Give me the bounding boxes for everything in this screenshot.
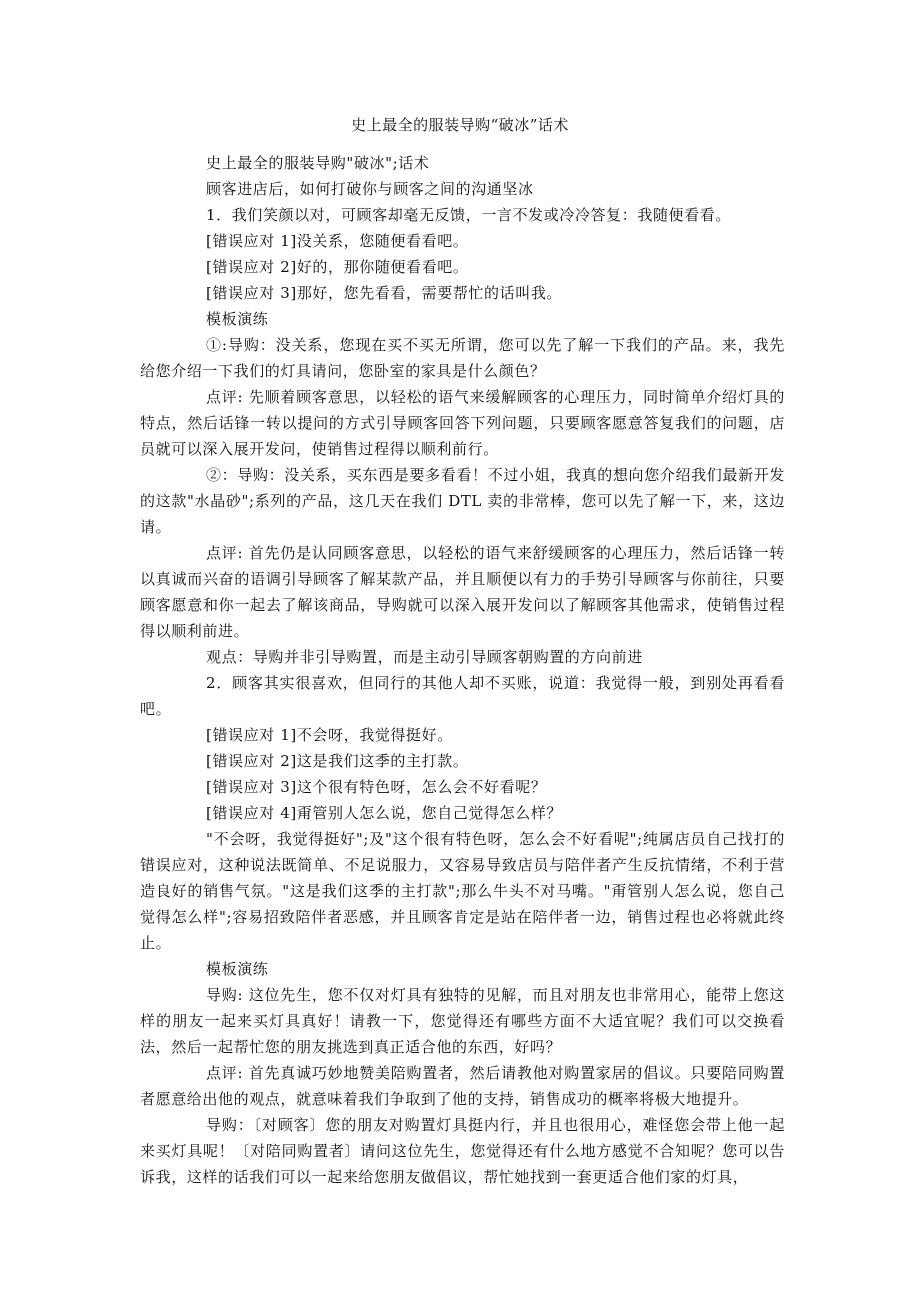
paragraph: [错误应对 2]好的，那你随便看看吧。: [206, 258, 469, 276]
paragraph: ②：导购：没关系，买东西是要多看看！不过小姐，我真的想向您介绍我们最新开发的这款"水晶砂";系列的产品，这几天在我们 DTL 卖的非常棒，您可以先了解一下，来，这边请。: [140, 466, 785, 536]
paragraph: 顾客进店后，如何打破你与顾客之间的沟通坚冰: [206, 180, 534, 198]
paragraph: 史上最全的服装导购"破冰";话术: [206, 154, 430, 172]
paragraph: [错误应对 1]不会呀，我觉得挺好。: [206, 726, 453, 744]
paragraph: ①:导购：没关系，您现在买不买无所谓，您可以先了解一下我们的产品。来，我先给您介绍一下我们的灯具请问，您卧室的家具是什么颜色？: [140, 336, 785, 380]
paragraph: 导购: 这位先生，您不仅对灯具有独特的见解，而且对朋友也非常用心，能带上您这样的朋友一起来买灯具真好！请教一下，您觉得还有哪些方面不大适宜呢？我们可以交换看法，然后一起帮忙您的朋友挑选到真正适合他的东西，好吗？: [140, 986, 785, 1056]
paragraph: 观点：导购并非引导购置，而是主动引导顾客朝购置的方向前进: [206, 648, 643, 666]
paragraph: 2．顾客其实很喜欢，但同行的其他人却不买账，说道：我觉得一般，到别处再看看吧。: [140, 674, 785, 718]
paragraph: [错误应对 2]这是我们这季的主打款。: [206, 752, 469, 770]
document-title: 史上最全的服装导购“破冰”话术: [351, 116, 569, 134]
paragraph: [错误应对 3]那好，您先看看，需要帮忙的话叫我。: [206, 284, 563, 302]
document-body: [140, 150, 785, 1190]
paragraph: "不会呀，我觉得挺好";及"这个很有特色呀，怎么会不好看呢";纯属店员自己找打的错误应对，这种说法既简单、不足说服力，又容易导致店员与陪伴者产生反抗情绪，不利于营造良好的销售气氛。"这是我们这季的主打款";那么牛头不对马嘴。"甭管别人怎么说，您自己觉得怎么样";容易招致陪伴者恶感，并且顾客肯定是站在陪伴者一边，销售过程也必将就此终止。: [140, 830, 785, 952]
paragraph: 模板演练: [206, 310, 269, 328]
paragraph: [错误应对 3]这个很有特色呀，怎么会不好看呢？: [206, 778, 547, 796]
paragraph: 模板演练: [206, 960, 269, 978]
paragraph: 导购：〔对顾客〕您的朋友对购置灯具挺内行，并且也很用心，难怪您会带上他一起来买灯具呢！〔对陪同购置者〕请问这位先生，您觉得还有什么地方感觉不合知呢？您可以告诉我，这样的话我们可以一起来给您朋友做倡议，帮忙她找到一套更适合他们家的灯具，: [140, 1116, 785, 1186]
paragraph: 点评: 首先真诚巧妙地赞美陪购置者，然后请教他对购置家居的倡议。只要陪同购置者愿意给出他的观点，就意味着我们争取到了他的支持，销售成功的概率将极大地提升。: [140, 1064, 785, 1108]
paragraph: 1．我们笑颜以对，可顾客却毫无反馈，一言不发或冷冷答复：我随便看看。: [206, 206, 731, 224]
paragraph: 点评: 首先仍是认同顾客意思，以轻松的语气来舒缓顾客的心理压力，然后话锋一转以真诚而兴奋的语调引导顾客了解某款产品，并且顺便以有力的手势引导顾客与你前往，只要顾客愿意和你一起去了解该商品，导购就可以深入展开发问以了解顾客其他需求，使销售过程得以顺利前进。: [140, 544, 785, 640]
paragraph: 点评: 先顺着顾客意思，以轻松的语气来缓解顾客的心理压力，同时简单介绍灯具的特点，然后话锋一转以提问的方式引导顾客回答下列问题，只要顾客愿意答复我们的问题，店员就可以深入展开发问，使销售过程得以顺利前行。: [140, 388, 785, 458]
paragraph: [错误应对 4]甭管别人怎么说，您自己觉得怎么样？: [206, 804, 563, 822]
paragraph: [错误应对 1]没关系，您随便看看吧。: [206, 232, 469, 250]
